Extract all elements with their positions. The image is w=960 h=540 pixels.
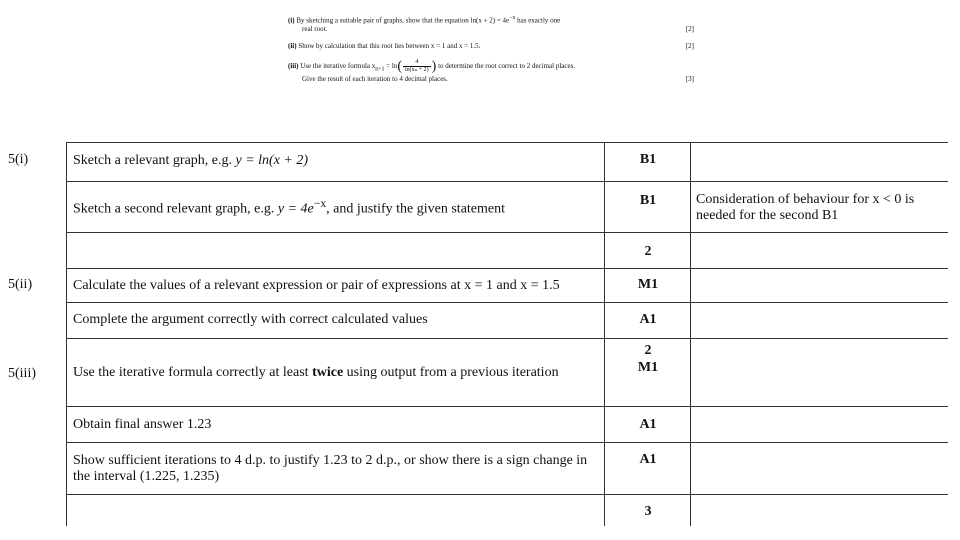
emphasis: twice (312, 365, 344, 380)
total-cell: 2 (644, 244, 652, 259)
answer-cell: Calculate the values of a relevant expression or pair of expressions at x = 1 and x = 1.5 (73, 278, 560, 293)
question-number: 5(iii) (8, 366, 36, 381)
mark-cell: A1 (639, 417, 657, 432)
total-cell: 3 (644, 504, 652, 519)
answer-cell: Show sufficient iterations to 4 d.p. to justify 1.23 to 2 d.p., or show there is a sign change in the interval (1.225, 1.235) (73, 453, 588, 484)
part-marks: [2] (685, 25, 694, 34)
part-text-line2: Give the result of each iteration to 4 decimal places. (302, 74, 448, 83)
part-label: (ii) (288, 42, 297, 51)
part-text: Use the iterative formula x (300, 62, 376, 71)
mark-cell: M1 (637, 277, 659, 292)
part-marks: [3] (685, 74, 694, 83)
question-part-iii: (iii) Use the iterative formula $x_{n+1} = \ln$( $\frac{4}{\text{ln(xₙ + 2)}}$ ) to determine the root correct to 2 decimal places. Give the result of each iteration to 4 decimal places. [3] (288, 59, 694, 83)
answer-cell: Obtain final answer 1.23 (73, 417, 212, 432)
part-text-end: has exactly one (515, 16, 561, 25)
guidance-cell: Consideration of behaviour for x < 0 is needed for the second B1 (696, 192, 915, 223)
answer-math: y = 4e (277, 201, 314, 217)
mark-cell: A1 (639, 452, 657, 467)
answer-math: y = ln(x + 2) (235, 153, 309, 168)
total-cell: 2 (644, 343, 652, 358)
part-text-line2: real root. (302, 25, 328, 34)
part-text-end: to determine the root correct to 2 decimal places. (436, 62, 576, 71)
exponent: −x (509, 15, 516, 21)
answer-cell: Use the iterative formula correctly at least twice using output from a previous iteration (73, 365, 559, 380)
mark-cell: B1 (639, 152, 657, 167)
fraction-numerator: 4 (403, 59, 431, 67)
mark-cell: B1 (639, 193, 657, 208)
mark-cell: A1 (639, 312, 657, 327)
answer-cell: Complete the argument correctly with correct calculated values (73, 312, 428, 327)
part-marks: [2] (685, 42, 694, 51)
part-text: By sketching a suitable pair of graphs, show that the equation ln(x + 2) = 4e (296, 16, 510, 25)
exponent: −x (313, 197, 327, 210)
subscript: n+1 (375, 66, 385, 73)
answer-cell: Sketch a relevant graph, e.g. y = ln(x + 2) (73, 153, 309, 168)
part-text-eq: = ln (384, 62, 398, 71)
question-number: 5(ii) (8, 277, 33, 292)
mark-cell: M1 (637, 360, 659, 375)
part-label: (i) (288, 16, 295, 25)
part-label: (iii) (288, 62, 299, 71)
fraction-denominator: ln(xₙ + 2) (404, 67, 429, 74)
answer-cell: Sketch a second relevant graph, e.g. $y = 4e^{-x}$, and justify the given statement (73, 197, 506, 217)
part-text: Show by calculation that this root lies between x = 1 and x = 1.5. (298, 42, 481, 51)
question-number: 5(i) (8, 152, 29, 167)
